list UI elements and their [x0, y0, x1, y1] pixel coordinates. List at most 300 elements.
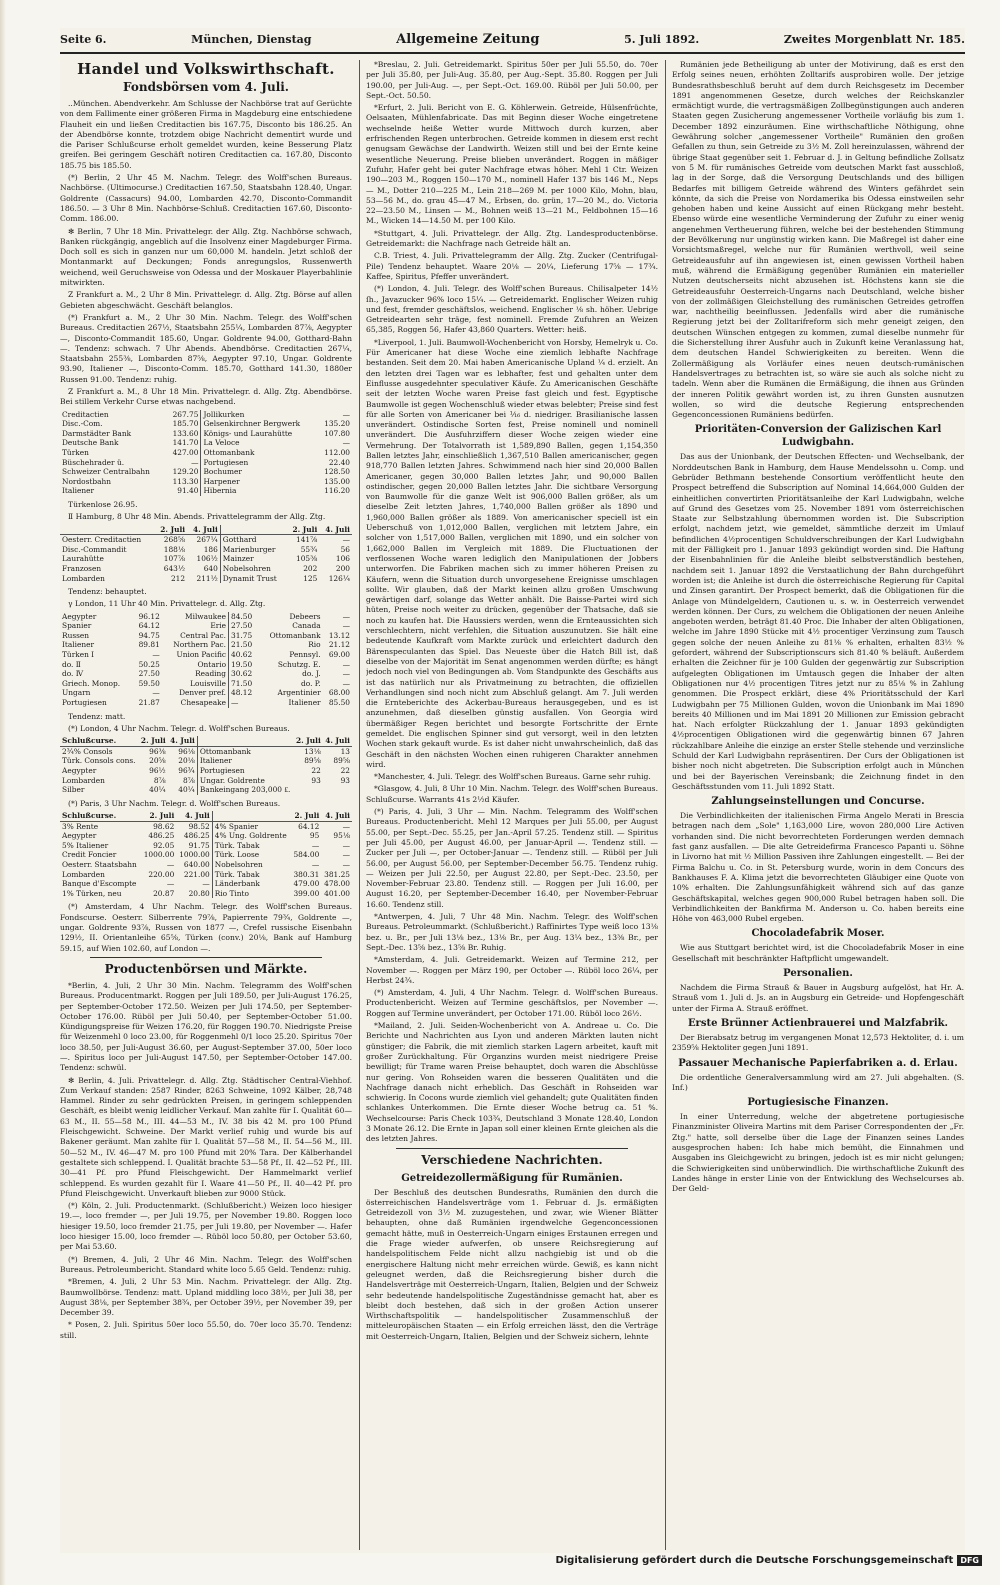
table-cell: Northern Pac. — [173, 640, 227, 650]
table-cell: Ungar. Goldrente — [197, 776, 293, 786]
table-row — [60, 766, 352, 776]
table-cell: Türk. Tabak — [212, 841, 290, 851]
table-cell: 2. Juli — [287, 525, 320, 535]
table-row — [60, 736, 352, 746]
article-paragraph: Wie aus Stuttgart berichtet wird, ist die Chocoladefabrik Moser in eine Gesellschaft mit beschränkter Haftpflicht umgewandelt. — [672, 943, 964, 963]
table-cell: 202 — [303, 563, 318, 573]
table-cell: 71.50 — [229, 679, 259, 689]
table-cell: Darmstädter Bank — [62, 428, 132, 438]
table-cell: Milwaukee — [185, 611, 227, 621]
article-paragraph: ..München. Abendverkehr. Am Schlusse der Nachbörse trat auf Gerüchte von dem Fallimente einer größeren Firma in Magdeburg eine entschiedene Flauheit ein und ließen Creditactien bis 167.75, Disconto bis 186.25. An der Abendbörse konnte, trotzdem obige Nachricht dementirt wurde und die Pariser Schlußcurse erholt gemeldet wurden, keine Besserung Platz greifen. Bei geringem Geschäft notiren Creditactien ca. 167.80, Disconto 185.75 bis 185.50. — [60, 99, 352, 170]
table-cell: 4. Juli — [176, 811, 212, 821]
table-cell: — — [342, 821, 350, 831]
table-row — [60, 448, 352, 458]
article-paragraph: (*) Bremen, 4. Juli, 2 Uhr 46 Min. Nachm. Telegr. des Wolff'schen Bureaus. Petroleumbericht. Standard white loco 5.65 Geld. Tendenz: ruhig. — [60, 1254, 352, 1274]
table-row — [60, 564, 352, 574]
table-cell: 212 — [170, 573, 186, 583]
table-cell: Jollikurken — [201, 410, 318, 420]
table-cell: — — [152, 688, 160, 698]
table-cell: 2. Juli — [291, 811, 322, 821]
article-heading: Passauer Mechanische Papierfabriken a. d. Erlau. — [678, 1057, 958, 1069]
digitization-credit — [555, 1555, 982, 1566]
table-cell: — — [191, 457, 199, 467]
table-cell: 27.50 — [229, 621, 259, 631]
article-paragraph: *Liverpool, 1. Juli. Baumwoll-Wochenbericht von Horsby, Hemelryk u. Co. Für Americaner hat diese Woche eine ziemlich lebhafte Nachfrage bestanden. Seit dem 20. Mai haben Americanische Upland ¼ d. erzielt. An den letzten drei Tagen war es lebhafter, fest und gehalten unter dem Einflusse ausgedehnter speculativer Käufe. Zu Americanischen Geschäfte seit der letzten Woche waren Preise fast gleich und fest. Egyptische Baumwolle ist gegen Wochenschluß wieder etwas belebter; Preise sind fest für alle Sorten von Americaner bei ¹⁄₁₆ d. niedriger. Brasilianische lassen unverändert. Ostindische Sorten fest, Preise nominell und nominell unverändert. Die Ausfuhrziffern dieser Woche zeigen wieder eine Vermehrung. Der Totalvorrath ist 1,589,890 Ballen, gegen 1,154,350 Ballen letztes Jahr, einschließlich 1,367,510 Ballen americanischer, gegen 918,770 Ballen letzten Jahres. Schwimmend nach hier sind 20,000 Ballen Americaner, gegen 30,000 Ballen letztes Jahr, und 90,000 Ballen ostindischer, gegen 20,000 Ballen letztes Jahr. Die sichtbare Versorgung von Baumwolle für die ganze Welt ist 906,000 Ballen größer, als um dieselbe Zeit letzten Jahres, 1,740,000 Ballen größer als 1890 und 1,960,000 Ballen größer als 1889. Von americanischer speciell ist ein Ueberschuß von 1,012,000 Ballen, verglichen mit letztem Jahre, ein solcher von 1,517,000 Ballen, verglichen mit 1890, und ein solcher von 1,662,000 Ballen im Vergleich mit 1889. Die Fluctuationen der verflossenen Woche waren lediglich den Manipulationen der Jobbers unterworfen. Die Fabriken machen sich zu immer höheren Preisen zu Käufern, wenn die Situation durch unvorgesehene Ereignisse umschlagen sollte. Wir glauben, daß der Markt keinen allzu großen Umschwung gewärtigen darf, solange das Wetter anhält. Die Baisse-Partei wird sich hüten, Preise noch weiter zu drücken, gegenüber der Thatsache, daß sie noch zu kaufen hat. Die Haussiers werden, wenn die Ernteaussichten sich verschlechtern, nicht verfehlen, die Situation auszunutzen. Sie hält eine bedeutende Kaufkraft vom Markte zurück und erleichtert dadurch den Bärenspeculanten das Spiel. Das Neueste über die Hatch Bill ist, daß dieselbe von der Majorität im Senat angenommen werden dürfte; es hängt jedoch noch viel von Bedingungen ab. Vom Standpunkte des Geschäfts aus ist das natürlich nur als Privatmeinung zu betrachten, die offiziellen Verhandlungen sind noch nicht zum Abschluß gelangt. Am 7. Juli werden die Ernteberichte des Ackerbau-Bureaus herausgegeben, und es ist anzunehmen, daß dieselben günstig ausfallen. Von Georgia wird übermäßiger Regen berichtet und besorgte Fortschritte der Ernte gemeldet. Die englischen Spinner sind gut versorgt, weil in den letzten Wochen stark gekauft wurde. Es ist daher nicht unwahrscheinlich, daß das Geschäft in den nächsten Wochen einen ruhigeren Charakter annehmen wird. — [366, 337, 658, 769]
article-paragraph: (*) Köln, 2. Juli. Productenmarkt. (Schlußbericht.) Weizen loco hiesiger 19.—, loco fremder —, per Juli 19.75, per November 19.80. Roggen loco hiesiger 19.50, loco fremder 21.75, per Juli 19.80, per November —. Hafer loco hiesiger 15.00, loco fremder —. Rüböl loco 50.80, per October 53.60, per Mai 53.60. — [60, 1201, 352, 1252]
table-cell: Rio — [308, 640, 321, 650]
page-fold-shadow — [0, 0, 6, 1585]
table-cell — [60, 525, 154, 535]
table-cell: 40.62 — [229, 650, 259, 660]
table-cell: 381.25 — [324, 869, 350, 879]
table-row — [60, 419, 352, 429]
section-rule — [396, 1148, 628, 1149]
table-cell: Italiener — [62, 486, 95, 496]
table-cell: 96⅛ — [178, 746, 195, 756]
table-cell: 107⅞ — [163, 554, 186, 564]
table-cell: Königs- und Laurahütte — [201, 429, 318, 439]
table-row — [60, 535, 352, 545]
table-cell: Schlußcurse. — [60, 811, 141, 821]
article-paragraph: *Berlin, 4. Juli, 2 Uhr 30 Min. Nachm. Telegramm des Wolff'schen Bureaus. Producentmarkt. Roggen per Juli 189.50, per Juli-August 176.25, per September-October 172.50. Weizen per Juli 174.50, per September-October 176.00. Rüböl per Juli 50.40, per September-October 51.00. Kündigungspreise für Weizen 176.20, für Roggen 190.70. Niedrigste Preise für Weizenmehl 0 loco 23.00, für Roggenmehl 0/1 loco 25.20. Spiritus 70er loco 38.50, per Juli-August 36.60, per August-September 37.00, 50er loco —. Spiritus loco per Juli-August 147.50, per September-October 147.00. Tendenz: schwül. — [60, 980, 352, 1073]
table-row — [60, 811, 352, 821]
article-paragraph: (*) Paris, 3 Uhr Nachm. Telegr. d. Wolff'schen Bureaus. — [68, 798, 281, 808]
table-cell: 22 — [311, 766, 321, 776]
issue-date: 5. Juli 1892. — [624, 32, 700, 46]
table-row — [60, 477, 352, 487]
table-cell: 64.12 — [138, 621, 160, 631]
table-row — [60, 776, 352, 786]
section-subtitle: Fondsbörsen vom 4. Juli. — [122, 80, 289, 94]
article-paragraph: *Stuttgart, 4. Juli. Privattelegr. der Allg. Ztg. Landesproductenbörse. Getreidemarkt: die Nachfrage nach Getreide hält an. — [366, 228, 658, 249]
table-cell: Russen — [62, 630, 90, 640]
table-cell: — — [342, 438, 350, 448]
table-cell: — — [342, 669, 350, 679]
section-title-misc: Verschiedene Nachrichten. — [421, 1152, 603, 1167]
article-paragraph: *Antwerpen, 4. Juli, 7 Uhr 48 Min. Nachm. Telegr. des Wolff'schen Bureaus. Petroleummarkt. (Schlußbericht.) Raffinirtes Type weiß loco 13⅛ bez. u. Br., per Juli 13⅛ bez., 13⅛ Br., per Aug. 13¼ bez., 13⅜ Br., per Sept.-Dec. 13⅝ bez., 13⅝ Br. Ruhig. — [366, 912, 658, 952]
stock-table-hamburg — [60, 525, 352, 584]
table-cell: — — [342, 621, 350, 631]
table-row — [60, 640, 352, 650]
table-cell: 113.30 — [172, 476, 199, 486]
table-row — [60, 879, 352, 889]
article-paragraph: (*) Amsterdam, 4 Uhr Nachm. Telegr. des Wolff'schen Bureaus. Fondscurse. Oesterr. Silberrente 79⅞, Papierrente 79¾, Goldrente —, ungar. Goldrente 93⅞, Russen von 1877 —, Crefel russische Eisenbahn 129½, II. Orientanleihe 65⅝, Türken (conv.) 20⅛, Bank auf Hamburg 59.15, auf Wien 102.60, auf London —. — [60, 902, 352, 953]
newspaper-page — [60, 28, 965, 1553]
table-row — [60, 850, 352, 860]
table-cell: — — [342, 850, 350, 860]
article-paragraph: *Erfurt, 2. Juli. Bericht von E. G. Köhlerwein. Getreide, Hülsenfrüchte, Oelsaaten, Mühlenfabricate. Das mit Beginn dieser Woche eingetretene wechselnde heiße Wetter wurde Mittwoch durch kurzen, aber erfrischenden Regen unterbrochen. Getreide kommen in diesem erst recht genugsam Gewächse der Landwirth. Weizen still und bei der Ernte keine wesentliche Neuerung. Preise blieben unverändert. Roggen in mäßiger Zufuhr, Hafer geht bei guter Nachfrage etwas höher. Mehl 1 Ctr. Weizen 190—203 M., Roggen 150—170 M., nominell Hafer 137 bis 146 M., Neps — M., Dotter 210—225 M., Lein 218—269 M. per 1000 Kilo, Mohn, blau, 53—56 M., do. grau 45—47 M., Erbsen, do. grün, 17—20 M., do. Victoria 22—23.50 M., Linsen — M., Bohnen weiß 13—21 M., Feldbohnen 15—16 M., Wicken 14—14.50 M. per 100 Kilo. — [366, 103, 658, 226]
table-cell: 20.80 — [188, 888, 210, 898]
table-cell: Gotthard — [220, 535, 286, 545]
table-cell: 93 — [311, 775, 321, 785]
table-cell: — — [311, 840, 320, 850]
table-cell: Harpener — [201, 477, 318, 487]
table-cell: Türken Ⅰ — [62, 650, 95, 660]
table-cell: 21.87 — [138, 698, 160, 708]
table-cell: 185.70 — [172, 419, 199, 429]
article-heading: Erste Brünner Actienbrauerei und Malzfabrik. — [687, 1017, 949, 1029]
table-cell: 95⅛ — [333, 831, 350, 841]
table-cell: 85.50 — [328, 698, 350, 708]
table-cell: 2. Juli — [139, 736, 168, 746]
table-cell — [220, 525, 286, 535]
table-cell: 211½ — [196, 573, 218, 583]
table-cell: 92.05 — [153, 840, 175, 850]
table-cell: — — [342, 840, 350, 850]
table-cell: 89⅝ — [333, 756, 350, 766]
table-cell: 93 — [340, 775, 350, 785]
article-paragraph: (*) Berlin, 2 Uhr 45 M. Nachm. Telegr. des Wolff'schen Bureaus. Nachbörse. (Ultimocurse.) Creditactien 167.50, Staatsbahn 128.40, Ungar. Goldrente (Cassacurs) 94.00, Lombarden 42.70, Disconto-Commandit 186.50. — 3 Uhr 8 Min. Nachbörse-Schluß. Creditactien 167.60, Disconto-Comm. 186.00. — [60, 173, 352, 224]
table-cell: — — [229, 698, 259, 708]
table-cell: — — [342, 409, 350, 419]
table-cell: Lombarden — [62, 775, 105, 785]
table-cell: Franzosen — [62, 563, 102, 573]
table-cell: 96¾ — [178, 766, 195, 776]
table-cell: 2. Juli — [154, 525, 187, 535]
table-cell: 95 — [309, 831, 320, 841]
table-cell: Nobelsohren — [212, 860, 290, 870]
table-row — [60, 650, 352, 660]
table-cell: Gelsenkirchner Bergwerk — [201, 419, 318, 429]
table-cell: — — [342, 535, 350, 545]
table-cell: 2¾% Consols — [62, 746, 113, 756]
table-cell: — — [152, 650, 160, 660]
stock-table-paris — [60, 811, 352, 898]
table-cell: 640 — [203, 563, 218, 573]
section-rule — [90, 957, 322, 958]
table-row — [60, 841, 352, 851]
table-cell: Oesterr. Creditactien — [62, 535, 142, 545]
table-cell: Debeers — [289, 611, 321, 621]
table-cell: 128.50 — [324, 467, 350, 477]
column-divider — [665, 60, 666, 1550]
table-cell: — — [342, 659, 350, 669]
table-cell: 89.81 — [138, 640, 160, 650]
table-cell: Laurahütte — [62, 554, 104, 564]
table-cell: 112.00 — [324, 447, 350, 457]
article-paragraph: * Posen, 2. Juli. Spiritus 50er loco 55.50, do. 70er loco 35.70. Tendenz: still. — [60, 1320, 352, 1340]
table-cell: Nordostbahn — [62, 476, 112, 486]
table-cell: Hibernia — [201, 486, 318, 496]
table-cell: 133.60 — [172, 428, 199, 438]
table-cell: 91.75 — [188, 840, 210, 850]
table-cell: 21.12 — [328, 640, 350, 650]
table-cell: 59.50 — [138, 678, 160, 688]
article-paragraph: Rumänien jede Betheiligung ab unter der Motivirung, daß es erst den Erfolg seines neuen, erhöhten Zolltarifs ausprobiren wolle. Der jetzige Bundesrathsbeschluß beruht auf dem durch Reichsgesetz im December 1891 angenommenen Gesetze, durch welches der Reichskanzler ermächtigt wurde, die vertragsmäßigen Zollbegünstigungen auch anderen Staaten gegen Zusicherung angemessener Vortheile vorläufig bis zum 1. December 1892 einzuräumen. Eine wirthschaftliche Nöthigung, ohne Gewährung solcher „angemessener Vortheile" Rumänien den großen Gefallen zu thun, sein Getreide zu 3½ M. Zoll hereinzulassen, während der übrige Staat gegenüber seit 1. Februar d. J. in Geltung befindliche Zollsatz von 5 M. für rumänisches Getreide vom deutschen Markt fast ausschloß, lag in der Sorge, daß die Versorgung Deutschlands und des billigen Bedarfes mit billigem Getreide während des Winters gefährdet sein könnte, da sich die Preise von Nordamerika bis Odessa einstweilen sehr gehoben haben und keine Aussicht auf einen Rückgang mehr besteht. Ebenso würde eine wesentliche Verminderung der Zufuhr zu einer wenig angenehmen Vertheuerung führen, welche bei der bestehenden Stimmung der Bevölkerung nur ungünstig wirken kann. Die Maßregel ist daher eine Vorsichtsmaßregel, welche nur für Rumänien werthvoll, weil seine Getreideausfuhr auf ihn angewiesen ist, einen gewissen Vortheil haben muß, während die Ermäßigung gegenüber Rumänien ein materieller Nutzen deutscherseits nicht abzusehen ist. Höchstens kann sie die Getreideausfuhr Oesterreich-Ungarns nach Deutschland, welche bisher von der zollmäßigen Gleichstellung des rumänischen Getreides getroffen war, nachtheilig beeinflussen. Jedenfalls wird aber die rumänische Regierung jetzt bei der Zolltarifreform sich mehr geneigt zeigen, den deutschen Wünschen entgegen zu kommen, zumal dieselbe nunmehr für die Sicherstellung ihrer Ausfuhr auch in Zukunft keine Veranlassung hat, dem deutschen Handel Schwierigkeiten zu bereiten. Wenn die Zollermäßigung als Vorläufer eines neuen deutsch-rumänischen Handelsvertrages zu betrachten ist, so wäre sie auch als solche nicht zu tadeln. Wenn aber die Rumänen die Ermäßigung, die ihnen aus Gründen der inneren Politik gewährt worden ist, zu ihren Gunsten ausnutzen wollen, so wird die deutsche Regierung entsprechenden Gegenconcessionen Rumäniens bedürfen. — [672, 60, 964, 420]
article-paragraph: Die Verbindlichkeiten der italienischen Firma Angelo Merati in Brescia betragen nach dem „Sole" 1,163,000 Lire, wovon 280,000 Lire Activen vorhanden sind. Die nicht bevorrechteten Forderungen werden demnach fast ganz ausfallen. — Die alte Getreidefirma Francesco Papanti u. Söhne in Livorno hat mit ½ Million Passiven ihre Zahlungen eingestellt. — Bei der Firma Balchu u. Co. in St. Petersburg wurde, worin in dem Concurs des Bankhauses F. A. Klima jetzt die bevorrechteten Gläubiger eine Quote von 10% erhalten. Die Zahlungsunfähigkeit während sich auf das ganze Geschäftskapital, welches gegen 900,000 Rubel betragen haben soll. Die Verbindlichkeiten der Bankfirma M. Anderson u. Co. haben bereits eine Höhe von 463,000 Rubel ergeben. — [672, 811, 964, 924]
table-row — [60, 631, 352, 641]
table-cell: 50.25 — [138, 659, 160, 669]
table-cell: 188⅛ — [163, 544, 186, 554]
table-cell: 106 — [335, 554, 350, 564]
table-cell: 40¼ — [178, 785, 195, 795]
table-cell: 22 — [340, 766, 350, 776]
table-cell: Schlußcurse. — [60, 736, 139, 746]
table-cell — [197, 736, 293, 746]
table-cell: 19.50 — [229, 660, 259, 670]
table-cell: 94.75 — [138, 630, 160, 640]
table-cell: Central Pac. — [180, 630, 227, 640]
table-cell: Länderbank — [212, 879, 290, 889]
table-cell: Büschehrader ü. — [62, 457, 125, 467]
city-day: München, Dienstag — [191, 32, 312, 46]
table-cell: Mainzer — [220, 554, 286, 564]
article-paragraph: ✻ Berlin, 7 Uhr 18 Min. Privattelegr. der Allg. Ztg. Nachbörse schwach, Banken rückgängig, angeblich auf die Insolvenz einer Magdeburger Firma. Doch soll es sich in ganzen nur um 60,000 M. handeln. Jetzt schloß der Montanmarkt auf Deckungen; Fonds anregungslos, Russenwerth weichend, weil Geruchsweise von Odessa und der Moskauer Playerbahlinie mitwirkten. — [60, 226, 352, 288]
table-cell: 116.20 — [324, 486, 350, 496]
table-cell: La Veloce — [201, 438, 318, 448]
table-cell: 267.75 — [172, 409, 199, 419]
table-cell: Ontario — [197, 659, 227, 669]
table-cell: Ottomanbank — [201, 448, 318, 458]
article-paragraph: (*) London, 4 Uhr Nachm. Telegr. d. Wolff'schen Bureaus. — [68, 723, 290, 733]
table-cell: Italiener — [288, 698, 321, 708]
table-cell: Creditactien — [62, 409, 109, 419]
table-cell: 643½ — [163, 563, 186, 573]
article-paragraph: (*) Paris, 4. Juli, 3 Uhr — Min. Nachm. Telegramm des Wolff'schen Bureaus. Productenbericht. Mehl 12 Marques per Juli 55.00, per August 55.00, per Sept.-Dec. 55.25, per Jan.-April 57.25. Tendenz still. — Spiritus per Juli 45.00, per August 46.00, per Januar-April —. Tendenz still. — Zucker per Juli —, per October-Januar —. Tendenz still. — Rüböl per Juli 56.00, per August 56.00, per September-December 56.75. Tendenz ruhig. — Weizen per Juli 22.50, per August 22.80, per Sept.-Dec. 23.50, per November-Februar 23.80. Tendenz still. — Roggen per Juli 16.00, per August 16.20, per September-December 16.40, per November-Februar 16.60. Tendenz still. — [366, 807, 658, 909]
table-cell: Italiener — [62, 640, 95, 650]
table-cell: 8⅞ — [153, 775, 166, 785]
table-cell: 4. Juli — [168, 736, 198, 746]
table-row — [60, 831, 352, 841]
table-cell: 30.62 — [229, 669, 259, 679]
table-row — [60, 467, 352, 477]
table-cell: Griech. Monop. — [62, 678, 121, 688]
table-cell: Portugiesen — [201, 458, 318, 468]
table-cell: 4% Spanier — [212, 821, 290, 831]
section-title: Handel und Volkswirthschaft. — [77, 60, 335, 78]
table-cell: Bochumer — [201, 467, 318, 477]
article-paragraph: *Mailand, 2. Juli. Seiden-Wochenbericht von A. Andreae u. Co. Die Berichte und Nachrichten aus Lyon und anderen Märkten lauten nicht günstiger; die Fabrik, die mit ziemlich starken Lagern arbeitet, kauft mit großer Zurückhaltung. Für Organzins wurden meist niedrigere Preise bewilligt; für Trame waren Preise behauptet, doch waren die Abschlüsse nur gering. Von Rohseiden waren die besseren Qualitäten und die Nachfrage danach nicht erheblich. Das Geschäft in Rohseiden war schwierig. In Cocons wurde ziemlich viel gehandelt; gute Qualitäten finden schlankes Unterkommen. Die Ernte dieser Woche betrug ca. 51 %. Wechselcourse: Paris Check 103¾, Deutschland 3 Monate 128.40, London 3 Monate 26.12. Die Ernte in Japan soll einer kleinen Ernte gleichen als die des letzten Jahres. — [366, 1021, 658, 1144]
table-cell: 64.12 — [298, 821, 320, 831]
table-cell: 105⅜ — [296, 554, 318, 564]
table-cell: — — [342, 860, 350, 870]
table-cell: 69.00 — [328, 650, 350, 660]
paper-title: Allgemeine Zeitung — [396, 31, 540, 47]
table-cell: Reading — [195, 669, 227, 679]
table-cell: 13 — [340, 746, 350, 756]
table-row — [60, 438, 352, 448]
table-cell: do. Ⅱ — [62, 659, 81, 669]
table-cell: 200 — [335, 563, 350, 573]
table-cell: 91.40 — [177, 486, 199, 496]
article-paragraph: *Breslau, 2. Juli. Getreidemarkt. Spiritus 50er per Juli 55.50, do. 70er per Juli 35.80, per Juli-Aug. 35.80, per Aug.-Sept. 35.80. Roggen per Juli 190.00, per Juli-Aug. —, per Sept.-Oct. 169.00. Rüböl per Juli 50.00, per Sept.-Oct. 50.50. — [366, 60, 658, 100]
dfg-logo-icon: DFG — [957, 1555, 982, 1566]
table-cell: Türk. Loose — [212, 850, 290, 860]
table-cell: — — [311, 860, 320, 870]
table-cell: Spanier — [62, 621, 92, 631]
table-cell: 135.00 — [324, 476, 350, 486]
table-row — [60, 410, 352, 420]
table-cell: 1% Türken, neu — [62, 888, 122, 898]
table-cell: 401.00 — [324, 888, 350, 898]
article-heading: Portugiesische Finanzen. — [747, 1097, 889, 1109]
table-row — [60, 870, 352, 880]
article-paragraph: Die ordentliche Generalversammlung wird am 27. Juli abgehalten. (S. Inf.) — [672, 1072, 964, 1092]
table-row — [60, 679, 352, 689]
article-paragraph: Ⅱ Hamburg, 8 Uhr 48 Min. Abends. Privattelegramm der Allg. Ztg. — [68, 512, 326, 522]
table-cell: Türk. Consols cons. — [62, 756, 136, 766]
article-paragraph: Der Bierabsatz betrug im vergangenen Monat 12,573 Hektoliter, d. i. um 2359⅝ Hektoliter gegen Juni 1891. — [672, 1032, 964, 1053]
table-row — [60, 486, 352, 496]
table-row — [60, 429, 352, 439]
table-cell: 399.00 — [293, 888, 320, 898]
table-cell: 220.00 — [148, 869, 175, 879]
table-row — [60, 889, 352, 899]
table-cell: 584.00 — [293, 850, 320, 860]
table-cell: do. J. — [302, 669, 321, 679]
table-cell: 98.62 — [153, 821, 175, 831]
table-cell: 135.20 — [324, 419, 350, 429]
table-row — [60, 621, 352, 631]
table-cell: Nobelsohren — [220, 564, 286, 574]
table-cell: 84.50 — [229, 612, 259, 622]
article-paragraph: In einer Unterredung, welche der abgetretene portugiesische Finanzminister Oliveira Martins mit dem Pariser Correspondenten der „Fr. Ztg." hatte, soll derselbe über die Lage der Finanzen seines Landes ausgesprochen haben: Ich habe mich bemüht, die Einnahmen und Ausgaben ins Gleichgewicht zu bringen, jedoch ist es mir nicht gelungen; die Schwierigkeiten sind unüberwindlich. Die wirthschaftliche Zukunft des Landes hänge in erster Linie von der Entwicklung des Wechselcurses ab. Der Geld- — [672, 1112, 964, 1194]
table-row — [60, 746, 352, 756]
article-paragraph: C.B. Triest, 4. Juli. Privattelegramm der Allg. Ztg. Zucker (Centrifugal-Pile) Tendenz behauptet. Waare 20⅛ — 20¼, Lieferung 17⅝ — 17¾. Kaffee, Spiritus, Pfeffer unverändert. — [366, 251, 658, 281]
table-cell: Ottomanbank — [197, 746, 293, 756]
table-cell: 107.80 — [324, 428, 350, 438]
table-row — [60, 669, 352, 679]
table-cell: 13⅛ — [304, 746, 321, 756]
table-cell: Disc.-Com. — [62, 419, 103, 429]
article-paragraph: *Manchester, 4. Juli. Telegr. des Wolff'schen Bureaus. Garne sehr ruhig. — [374, 772, 651, 782]
table-cell: 2. Juli — [141, 811, 176, 821]
table-cell: 13.12 — [328, 630, 350, 640]
table-row — [60, 698, 352, 708]
table-cell — [212, 811, 290, 821]
table-cell: 268⅝ — [163, 535, 186, 545]
article-paragraph: Das aus der Unionbank, der Deutschen Effecten- und Wechselbank, der Norddeutschen Bank in Hamburg, dem Hause Mendelssohn u. Comp. und Gebrüder Bethmann bestehende Consortium veröffentlicht heute den Prospect betreffend die Subscription auf Nominal 14,664,000 Gulden der einheitlichen convertirten Prioritätsanleihe der Karl Ludwigbahn, welche auf Grund des Gesetzes vom 25. November 1891 vom österreichischen Staate zur Selbstzahlung übernommen worden ist. Die Subscription erfolgt, nachdem jetzt, wie gemeldet, sämmtliche derzeit im Umlauf befindlichen 4½procentigen Schuldverschreibungen der Karl Ludwigbahn mit der Fälligkeit pro 1. Januar 1893 gekündigt worden sind. Die Haftung der Eisenbahnlinien für die Anleihe bleibt selbstverständlich bestehen, nachdem seit 1. Januar 1892 die Verstaatlichung der Bahn durchgeführt worden ist; die Anleihe ist durch die österreichische Regierung für Capital und Zinsen garantirt. Der Prospect bemerkt, daß die Obligationen für die Anlage von Mündelgeldern, Cautionen u. s. w. in Oesterreich verwendet werden können. Der Curs, zu welchem die Obligationen der neuen Anleihe angeboten werden, beträgt 81.40 Proc. Die Inhaber der alten Obligationen, welche im Jahre 1890 Stücke mit 4½ procentiger Verzinsung zum Tausch gegen solche der neuen Anleihe zu 81⅛ % erhalten, erhalten 83½ % gefordert, während der Subscriptionscurs sich 81.40 % beläuft. Außerdem erhalten die Zeichner für je 100 Gulden der gegenwärtig zur Subscription aufgelegten Obligationen im Umtausch gegen die Inhaber der alten Obligationen nur 4½ procentigen Titres jetzt nur zu 85⅛ % in Zahlung genommen. Die Prospect erklärt, diese 4% Prioritätsschuld der Karl Ludwigbahn per 75 Millionen Gulden, wovon die Unionbank im Mai 1890 bereits 40 Millionen und im Mai 1891 20 Millionen zur Emission gebracht hat. Nach erfolgter Rückzahlung der 1. Januar 1893 gekündigten 4½procentigen Obligationen wird die gegenwärtig binnen 67 Jahren rückzahlbare Anleihe die einzige an erster Stelle stehende und verzinsliche Schuld der Karl Ludwigbahn repräsentiren. Der Curs der Obligationen ist bisher noch nicht abgetreten. Die Subscription erfolgt auch in München und bei der Bayerischen Vereinsbank; die Zeichnung findet in den Geschäftsstunden vom 11. Juli 1892 Statt. — [672, 452, 964, 791]
table-cell: Louisville — [190, 678, 227, 688]
article-paragraph: (*) Amsterdam, 4. Juli, 4 Uhr Nachm. Telegr. d. Wolff'schen Bureaus. Productenbericht. Weizen auf Termine geschäftslos, per November —. Roggen auf Termine unverändert, per October 171.00. Rüböl loco 26½. — [366, 988, 658, 1018]
table-row — [60, 574, 352, 584]
table-cell: 1000.00 — [143, 850, 175, 860]
table-cell: Aegypter — [62, 831, 97, 841]
table-cell: Oesterr. Staatsbahn — [62, 860, 137, 870]
table-row — [60, 688, 352, 698]
table-cell: — — [342, 678, 350, 688]
table-cell: 267¼ — [196, 535, 218, 545]
table-cell: Türk. Tabak — [212, 870, 290, 880]
article-paragraph: (*) London, 4. Juli. Telegr. des Wolff'schen Bureaus. Chilisalpeter 14½ ſh., Javazucker 96% loco 15¼. — Getreidemarkt. Englischer Weizen ruhig und fest, fremder geschäftslos, weichend. Englischer ⅛ sh. höher. Uebrige Getreidearten sehr träge, fest nominell. Fremde Zufuhren an Weizen 65,385, Roggen 56, Hafer 43,860 Quarters. Wetter: heiß. — [366, 284, 658, 335]
article-paragraph: *Glasgow, 4. Juli, 8 Uhr 10 Min. Nachm. Telegr. des Wolff'schen Bureaus. Schlußcurse. Warrants 41s 2½d Käufer. — [366, 784, 658, 804]
table-cell: 640.00 — [183, 860, 210, 870]
table-cell — [323, 785, 352, 795]
table-row — [60, 554, 352, 564]
table-cell: Italiener — [197, 756, 293, 766]
table-cell: 4. Juli — [321, 811, 352, 821]
article-paragraph: *Bremen, 4. Juli, 2 Uhr 53 Min. Nachm. Privattelegr. der Allg. Ztg. Baumwollbörse. Tendenz: matt. Upland middling loco 38½, per Juli 38, per August 38⅛, per September 38¾, per October 39½, per November 39, per December 39. — [60, 1277, 352, 1318]
table-cell: Portugiesen — [197, 766, 293, 776]
article-heading: Zahlungseinstellungen und Concurse. — [711, 796, 925, 808]
table-cell: 96½ — [149, 766, 166, 776]
table-cell: 126¼ — [328, 573, 350, 583]
table-cell: 478.00 — [324, 879, 350, 889]
article-paragraph: *Amsterdam, 4. Juli. Getreidemarkt. Weizen auf Termine 212, per November —. Roggen per März 190, per October —. Rüböl loco 26¼, per Herbst 24¾. — [366, 955, 658, 985]
table-cell: Aegypter — [62, 766, 97, 776]
table-row — [60, 545, 352, 555]
table-cell: 96⅜ — [149, 746, 166, 756]
table-cell: Bankeingang 203,000 ₤. — [197, 785, 293, 795]
table-cell: 380.31 — [293, 869, 320, 879]
table-cell: — — [166, 879, 175, 889]
column-2 — [366, 60, 658, 1550]
table-cell: Chesapeake — [180, 698, 227, 708]
table-cell: do. P. — [301, 678, 321, 688]
table-row — [60, 785, 352, 795]
article-heading: Personalien. — [783, 968, 853, 980]
table-cell: 20⅝ — [149, 756, 166, 766]
column-3 — [672, 60, 964, 1550]
table-cell: — — [202, 879, 210, 889]
table-cell: 141.70 — [172, 438, 199, 448]
table-cell: 4. Juli — [319, 525, 352, 535]
table-cell — [294, 785, 323, 795]
article-heading: Prioritäten-Conversion der Galizischen Karl Ludwigbahn. — [694, 424, 942, 449]
table-cell: Lombarden — [62, 573, 105, 583]
article-paras-col1 — [60, 99, 352, 408]
table-cell: 5% Italiener — [62, 840, 109, 850]
table-cell: Portugiesen — [62, 698, 107, 708]
masthead — [60, 28, 965, 50]
table-cell: 4. Juli — [323, 736, 352, 746]
table-cell: — — [166, 860, 175, 870]
table-cell: 40¼ — [149, 785, 166, 795]
table-cell: Pennsyl. — [289, 650, 321, 660]
table-cell: 221.00 — [183, 869, 210, 879]
table-cell: 98.52 — [188, 821, 210, 831]
edition-number: Zweites Morgenblatt Nr. 185. — [783, 32, 965, 46]
table-row — [60, 458, 352, 468]
article-heading: Chocoladefabrik Moser. — [751, 928, 885, 940]
column-1 — [60, 60, 352, 1550]
table-cell: Schutzg. E. — [277, 659, 321, 669]
masthead-rule — [60, 52, 965, 54]
table-row — [60, 660, 352, 670]
article-paragraph: Z Frankfurt a. M., 8 Uhr 18 Min. Privattelegr. d. Allg. Ztg. Abendbörse. Bei stillem Verkehr Curse etwas nachgebend. — [60, 387, 352, 407]
table-cell: Canada — [292, 621, 321, 631]
article-heading: Getreidezollermäßigung für Rumänien. — [401, 1172, 623, 1184]
table-cell: Dynamit Trust — [220, 574, 286, 584]
table-cell: 96.12 — [138, 611, 160, 621]
table-cell: 20⅛ — [178, 756, 195, 766]
table-cell: Türken — [62, 447, 89, 457]
table-cell: 4% Ung. Goldrente — [212, 831, 290, 841]
table-cell: Aegypter — [62, 611, 97, 621]
table-cell: Deutsche Bank — [62, 438, 119, 448]
table-cell: 427.00 — [172, 447, 199, 457]
table-cell: 486.25 — [148, 831, 175, 841]
table-cell: Ungarn — [62, 688, 91, 698]
table-cell: 486.25 — [183, 831, 210, 841]
article-paragraph: Nachdem die Firma Strauß & Bauer in Augsburg aufgelöst, hat Hr. A. Strauß vom 1. Juli d. Js. an in Augsburg ein Getreide- und Hopfengeschäft unter der Firma A. Strauß eröffnet. — [672, 983, 964, 1013]
table-row — [60, 821, 352, 831]
table-cell: 27.50 — [138, 669, 160, 679]
table-cell: 479.00 — [293, 879, 320, 889]
table-cell: Banque d'Escompte — [62, 879, 137, 889]
table-cell: 125 — [303, 573, 318, 583]
table-cell: 2. Juli — [294, 736, 323, 746]
table-cell: 56 — [340, 544, 350, 554]
article-paras-col2 — [366, 60, 658, 1145]
table-cell: do. Ⅳ — [62, 669, 84, 679]
page-number: Seite 6. — [60, 32, 107, 46]
table-cell: 186 — [203, 544, 218, 554]
table-row — [60, 756, 352, 766]
table-cell: 4. Juli — [187, 525, 220, 535]
table-row — [60, 860, 352, 870]
table-cell: Disc.-Commandit — [62, 544, 127, 554]
